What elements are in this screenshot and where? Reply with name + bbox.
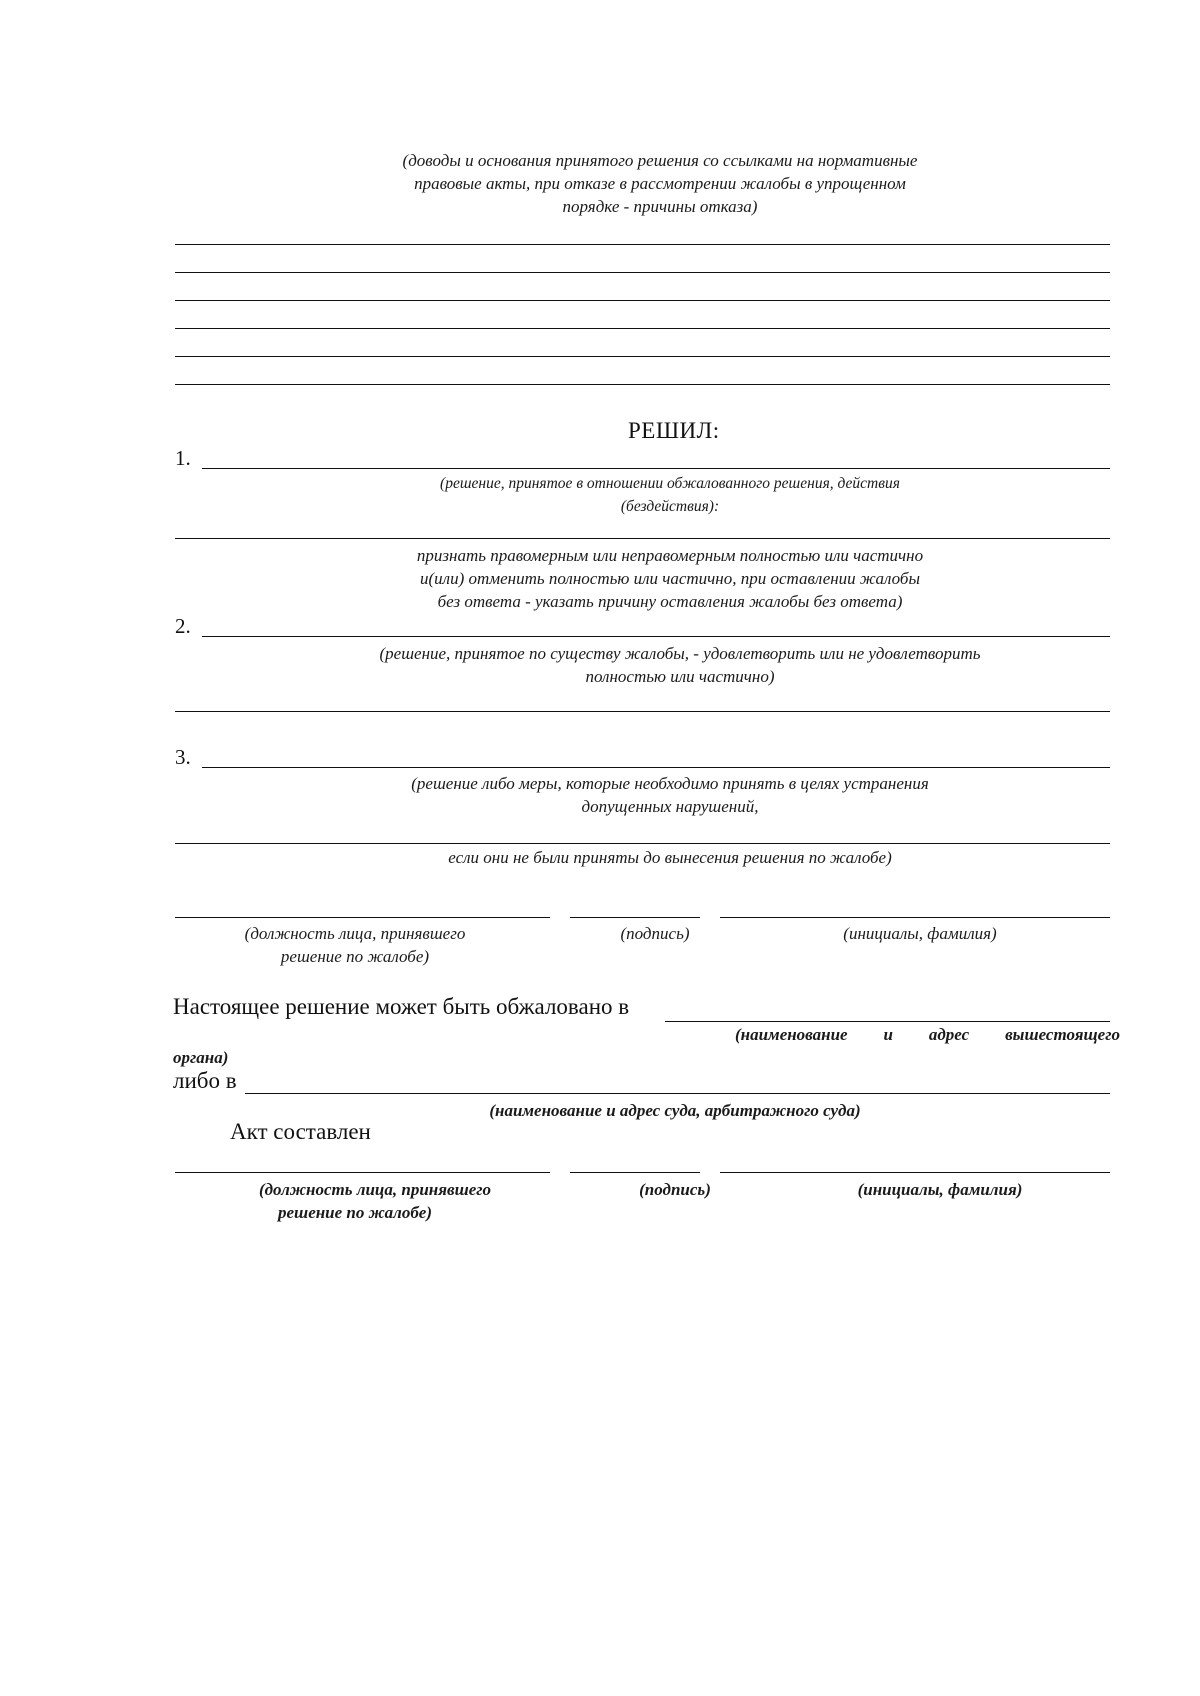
signature-1-sign-label: (подпись) <box>620 924 690 943</box>
appeal-note-end: органа) <box>173 1048 229 1067</box>
signature-2-sign-line[interactable] <box>570 1172 700 1173</box>
signature-1-position-label-1: (должность лица, принявшего <box>244 924 466 943</box>
item-1-note2-line-2: и(или) отменить полностью или частично, при оставлении жалобы <box>420 569 920 588</box>
item-3-line[interactable] <box>202 767 1110 768</box>
item-2-note-line-1: (решение, принятое по существу жалобы, - удовлетворить или не удовлетворить <box>379 644 981 663</box>
signature-1-position-label-2: решение по жалобе) <box>280 947 430 966</box>
grounds-line-6[interactable] <box>175 384 1110 385</box>
item-1-line[interactable] <box>202 468 1110 469</box>
signature-2-position-label-1: (должность лица, принявшего <box>258 1180 492 1199</box>
grounds-note-line-3: порядке - причины отказа) <box>562 197 758 216</box>
item-1-note2-line-3: без ответа - указать причину оставления жалобы без ответа) <box>437 592 903 611</box>
grounds-line-4[interactable] <box>175 328 1110 329</box>
signature-2-sign-label: (подпись) <box>639 1180 711 1199</box>
appeal-authority-line[interactable] <box>665 1021 1110 1022</box>
grounds-line-5[interactable] <box>175 356 1110 357</box>
appeal-or-text: либо в <box>173 1068 237 1093</box>
appeal-authority-note <box>735 1023 1120 1046</box>
item-3-note-line-2: допущенных нарушений, <box>581 797 759 816</box>
signature-1-name-label: (инициалы, фамилия) <box>843 924 997 943</box>
item-2-line[interactable] <box>202 636 1110 637</box>
appeal-court-line[interactable] <box>245 1093 1110 1094</box>
item-2-number: 2. <box>175 614 191 638</box>
signature-2-position-label-2: решение по жалобе) <box>277 1203 433 1222</box>
signature-1-position-line[interactable] <box>175 917 550 918</box>
appeal-text: Настоящее решение может быть обжаловано в <box>173 994 630 1019</box>
appeal-note-word-2: и <box>883 1025 893 1044</box>
item-3-number: 3. <box>175 745 191 769</box>
signature-1-name-line[interactable] <box>720 917 1110 918</box>
grounds-note-line-1: (доводы и основания принятого решения со ссылками на нормативные <box>402 151 918 170</box>
act-text: Акт составлен <box>230 1119 371 1144</box>
item-1-note-line-2: (бездействия): <box>620 498 720 515</box>
item-2-line-2[interactable] <box>175 711 1110 712</box>
signature-2-position-line[interactable] <box>175 1172 550 1173</box>
decision-heading: РЕШИЛ: <box>628 418 720 443</box>
item-3-note2: если они не были приняты до вынесения решения по жалобе) <box>448 848 892 867</box>
grounds-line-3[interactable] <box>175 300 1110 301</box>
item-1-note2-line-1: признать правомерным или неправомерным полностью или частично <box>416 546 924 565</box>
signature-2-name-label: (инициалы, фамилия) <box>857 1180 1023 1199</box>
appeal-note-word-4: вышестоящего <box>1005 1025 1120 1044</box>
item-3-note-line-1: (решение либо меры, которые необходимо принять в целях устранения <box>411 774 929 793</box>
item-1-number: 1. <box>175 446 191 470</box>
grounds-line-2[interactable] <box>175 272 1110 273</box>
item-2-note-line-2: полностью или частично) <box>585 667 775 686</box>
appeal-court-note: (наименование и адрес суда, арбитражного суда) <box>489 1101 861 1120</box>
grounds-note-line-2: правовые акты, при отказе в рассмотрении жалобы в упрощенном <box>414 174 906 193</box>
appeal-note-word-3: адрес <box>928 1025 970 1044</box>
grounds-line-1[interactable] <box>175 244 1110 245</box>
signature-2-name-line[interactable] <box>720 1172 1110 1173</box>
signature-1-sign-line[interactable] <box>570 917 700 918</box>
item-1-note-line-1: (решение, принятое в отношении обжалованного решения, действия <box>440 475 900 492</box>
appeal-note-word-1: (наименование <box>735 1025 848 1044</box>
item-1-line-2[interactable] <box>175 538 1110 539</box>
item-3-line-2[interactable] <box>175 843 1110 844</box>
